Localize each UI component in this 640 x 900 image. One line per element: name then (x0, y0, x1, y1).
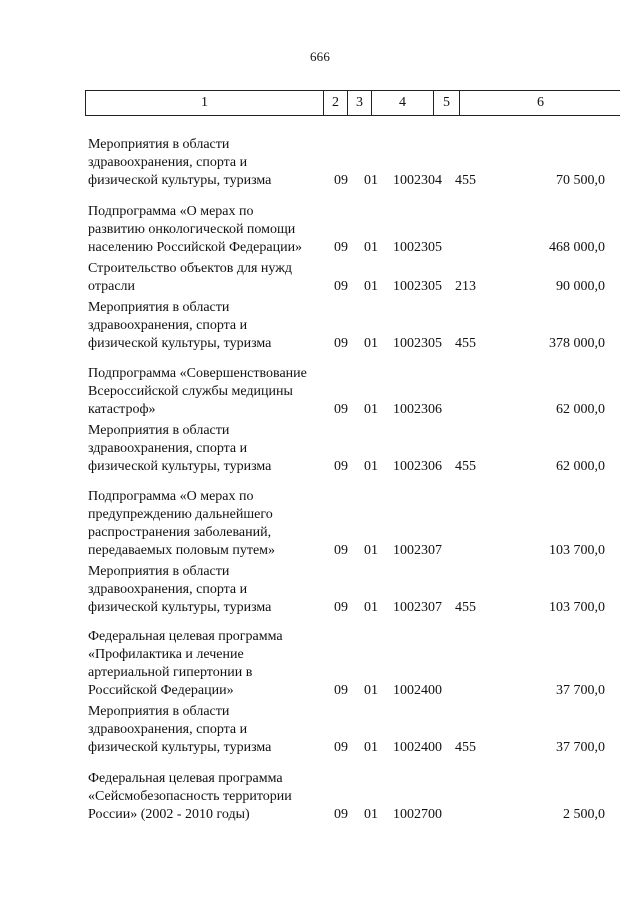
table-header (85, 90, 620, 116)
row-col-6: 90 000,0 (556, 279, 605, 294)
row-col-5: 213 (455, 279, 476, 294)
row-name: Строительство объектов для нужд отрасли (88, 261, 293, 294)
row-col-4: 1002306 (393, 459, 442, 474)
row-name: Подпрограмма «О мерах по развитию онкологической помощи населению Российской Федерации» (88, 204, 303, 255)
row-col-4: 1002400 (393, 740, 442, 755)
row-col-4: 1002305 (393, 279, 442, 294)
row-col-5: 455 (455, 459, 476, 474)
row-col-6: 37 700,0 (556, 683, 605, 698)
row-col-3: 01 (364, 683, 378, 698)
row-col-4: 1002307 (393, 600, 442, 615)
row-col-3: 01 (364, 173, 378, 188)
row-col-3: 01 (364, 807, 378, 822)
header-col-6: 6 (537, 95, 544, 110)
row-col-5: 455 (455, 336, 476, 351)
row-col-2: 09 (334, 807, 348, 822)
row-name: Мероприятия в области здравоохранения, спорта и физической культуры, туризма (88, 423, 272, 474)
row-col-4: 1002306 (393, 402, 442, 417)
row-col-6: 2 500,0 (563, 807, 605, 822)
row-col-6: 70 500,0 (556, 173, 605, 188)
row-col-6: 378 000,0 (549, 336, 605, 351)
row-col-2: 09 (334, 402, 348, 417)
row-col-3: 01 (364, 279, 378, 294)
header-col-4: 4 (372, 91, 434, 115)
row-col-4: 1002304 (393, 173, 442, 188)
row-col-5: 455 (455, 600, 476, 615)
row-col-2: 09 (334, 240, 348, 255)
row-col-6: 62 000,0 (556, 402, 605, 417)
row-col-4: 1002400 (393, 683, 442, 698)
row-name: Федеральная целевая программа «Профилактика и лечение артериальной гипертонии в Российской Федерации» (88, 629, 283, 698)
row-name: Мероприятия в области здравоохранения, спорта и физической культуры, туризма (88, 137, 272, 188)
row-col-3: 01 (364, 543, 378, 558)
row-name: Подпрограмма «Совершенствование Всероссийской службы медицины катастроф» (88, 366, 307, 417)
row-col-4: 1002305 (393, 336, 442, 351)
row-col-4: 1002307 (393, 543, 442, 558)
row-col-2: 09 (334, 740, 348, 755)
row-col-2: 09 (334, 600, 348, 615)
row-col-6: 62 000,0 (556, 459, 605, 474)
row-col-4: 1002700 (393, 807, 442, 822)
row-col-3: 01 (364, 336, 378, 351)
row-col-2: 09 (334, 683, 348, 698)
row-name: Мероприятия в области здравоохранения, спорта и физической культуры, туризма (88, 300, 272, 351)
row-col-6: 468 000,0 (549, 240, 605, 255)
page-number: 666 (309, 49, 331, 64)
row-col-3: 01 (364, 740, 378, 755)
row-col-2: 09 (334, 459, 348, 474)
row-col-6: 103 700,0 (549, 543, 605, 558)
row-name: Подпрограмма «О мерах по предупреждению дальнейшего распространения заболеваний, передаваемых половым путем» (88, 489, 276, 558)
row-col-6: 103 700,0 (549, 600, 605, 615)
row-col-4: 1002305 (393, 240, 442, 255)
header-col-2: 2 (324, 91, 348, 115)
row-col-2: 09 (334, 173, 348, 188)
row-col-6: 37 700,0 (556, 740, 605, 755)
row-col-3: 01 (364, 402, 378, 417)
row-name: Мероприятия в области здравоохранения, спорта и физической культуры, туризма (88, 704, 272, 755)
row-col-5: 455 (455, 173, 476, 188)
row-col-5: 455 (455, 740, 476, 755)
row-col-2: 09 (334, 279, 348, 294)
header-col-1: 1 (86, 91, 324, 115)
row-name: Мероприятия в области здравоохранения, спорта и физической культуры, туризма (88, 564, 272, 615)
row-col-2: 09 (334, 543, 348, 558)
row-col-2: 09 (334, 336, 348, 351)
row-name: Федеральная целевая программа «Сейсмобезопасность территории России» (2002 - 2010 годы) (88, 771, 292, 822)
row-col-3: 01 (364, 600, 378, 615)
header-col-5: 5 (434, 91, 460, 115)
header-col-3: 3 (348, 91, 372, 115)
row-col-3: 01 (364, 240, 378, 255)
row-col-3: 01 (364, 459, 378, 474)
